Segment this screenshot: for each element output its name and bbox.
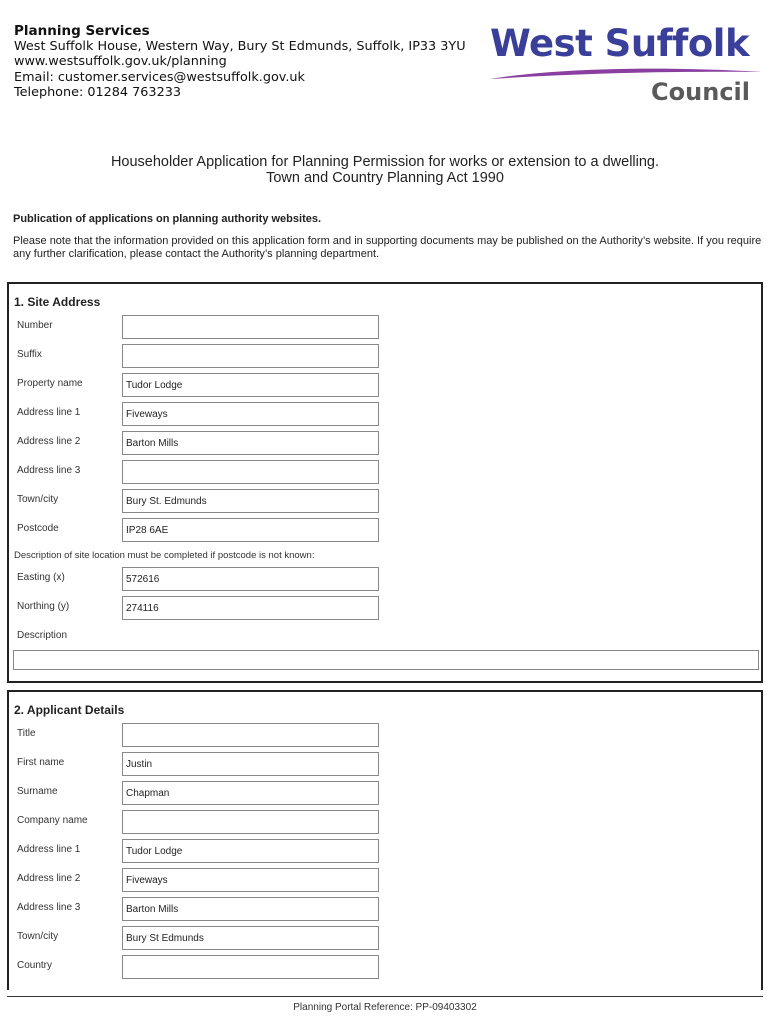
- department-email[interactable]: Email: customer.services@westsuffolk.gov.uk: [14, 69, 305, 85]
- site-address-line1-input[interactable]: Fiveways: [122, 402, 379, 426]
- site-suffix-input[interactable]: [122, 344, 379, 368]
- publication-heading: Publication of applications on planning authority websites.: [13, 213, 322, 225]
- applicant-address-line3-input[interactable]: Barton Mills: [122, 897, 379, 921]
- field-label: Description: [17, 630, 68, 641]
- section-heading: 1. Site Address: [14, 295, 101, 309]
- field-label: Country: [17, 960, 53, 971]
- footer-divider: [7, 996, 763, 997]
- field-label: Town/city: [17, 494, 59, 505]
- site-postcode-input[interactable]: IP28 6AE: [122, 518, 379, 542]
- field-label: Town/city: [17, 931, 59, 942]
- department-telephone: Telephone: 01284 763233: [14, 84, 181, 100]
- field-label: Address line 3: [17, 465, 81, 476]
- field-label: Suffix: [17, 349, 42, 360]
- field-label: Postcode: [17, 523, 59, 534]
- field-label: Address line 3: [17, 902, 81, 913]
- field-label: Title: [17, 728, 36, 739]
- logo-council: Council: [651, 78, 750, 106]
- applicant-surname-input[interactable]: Chapman: [122, 781, 379, 805]
- field-label: Northing (y): [17, 601, 70, 612]
- field-label: Address line 2: [17, 436, 81, 447]
- council-logo: [488, 22, 766, 108]
- applicant-first-name-input[interactable]: Justin: [122, 752, 379, 776]
- department-address: West Suffolk House, Western Way, Bury St Edmunds, Suffolk, IP33 3YU: [14, 39, 466, 55]
- section-heading: 2. Applicant Details: [14, 703, 125, 717]
- document-title-line2: Town and Country Planning Act 1990: [266, 170, 504, 186]
- field-label: Address line 1: [17, 407, 81, 418]
- applicant-title-input[interactable]: [122, 723, 379, 747]
- applicant-address-line2-input[interactable]: Fiveways: [122, 868, 379, 892]
- field-label: Company name: [17, 815, 88, 826]
- field-label: Address line 2: [17, 873, 81, 884]
- site-number-input[interactable]: [122, 315, 379, 339]
- field-label: Surname: [17, 786, 58, 797]
- applicant-details-section: [7, 690, 763, 990]
- site-property-name-input[interactable]: Tudor Lodge: [122, 373, 379, 397]
- document-title: [0, 154, 770, 186]
- portal-reference: Planning Portal Reference: PP-09403302: [293, 1002, 477, 1013]
- field-label: Address line 1: [17, 844, 81, 855]
- field-label: Property name: [17, 378, 83, 389]
- publication-note: Please note that the information provided on this application form and in supporting documents may be published on the Authority’s website. If you require any further clarification, please contact the Authority’s planning department.: [13, 235, 762, 260]
- field-label: Number: [17, 320, 53, 331]
- site-address-section: [7, 282, 763, 683]
- contact-header: [14, 24, 466, 100]
- site-address-line2-input[interactable]: Barton Mills: [122, 431, 379, 455]
- field-label: First name: [17, 757, 65, 768]
- description-input[interactable]: [13, 650, 759, 670]
- location-note: Description of site location must be completed if postcode is not known:: [14, 550, 315, 561]
- applicant-company-input[interactable]: [122, 810, 379, 834]
- applicant-town-input[interactable]: Bury St Edmunds: [122, 926, 379, 950]
- easting-input[interactable]: 572616: [122, 567, 379, 591]
- site-address-line3-input[interactable]: [122, 460, 379, 484]
- department-title: Planning Services: [14, 23, 150, 39]
- document-title-line1: Householder Application for Planning Permission for works or extension to a dwelling.: [110, 154, 660, 170]
- site-town-input[interactable]: Bury St. Edmunds: [122, 489, 379, 513]
- northing-input[interactable]: 274116: [122, 596, 379, 620]
- field-label: Easting (x): [17, 572, 65, 583]
- logo-wordmark: West Suffolk: [490, 22, 750, 65]
- applicant-address-line1-input[interactable]: Tudor Lodge: [122, 839, 379, 863]
- applicant-country-input[interactable]: [122, 955, 379, 979]
- department-website[interactable]: www.westsuffolk.gov.uk/planning: [14, 54, 227, 70]
